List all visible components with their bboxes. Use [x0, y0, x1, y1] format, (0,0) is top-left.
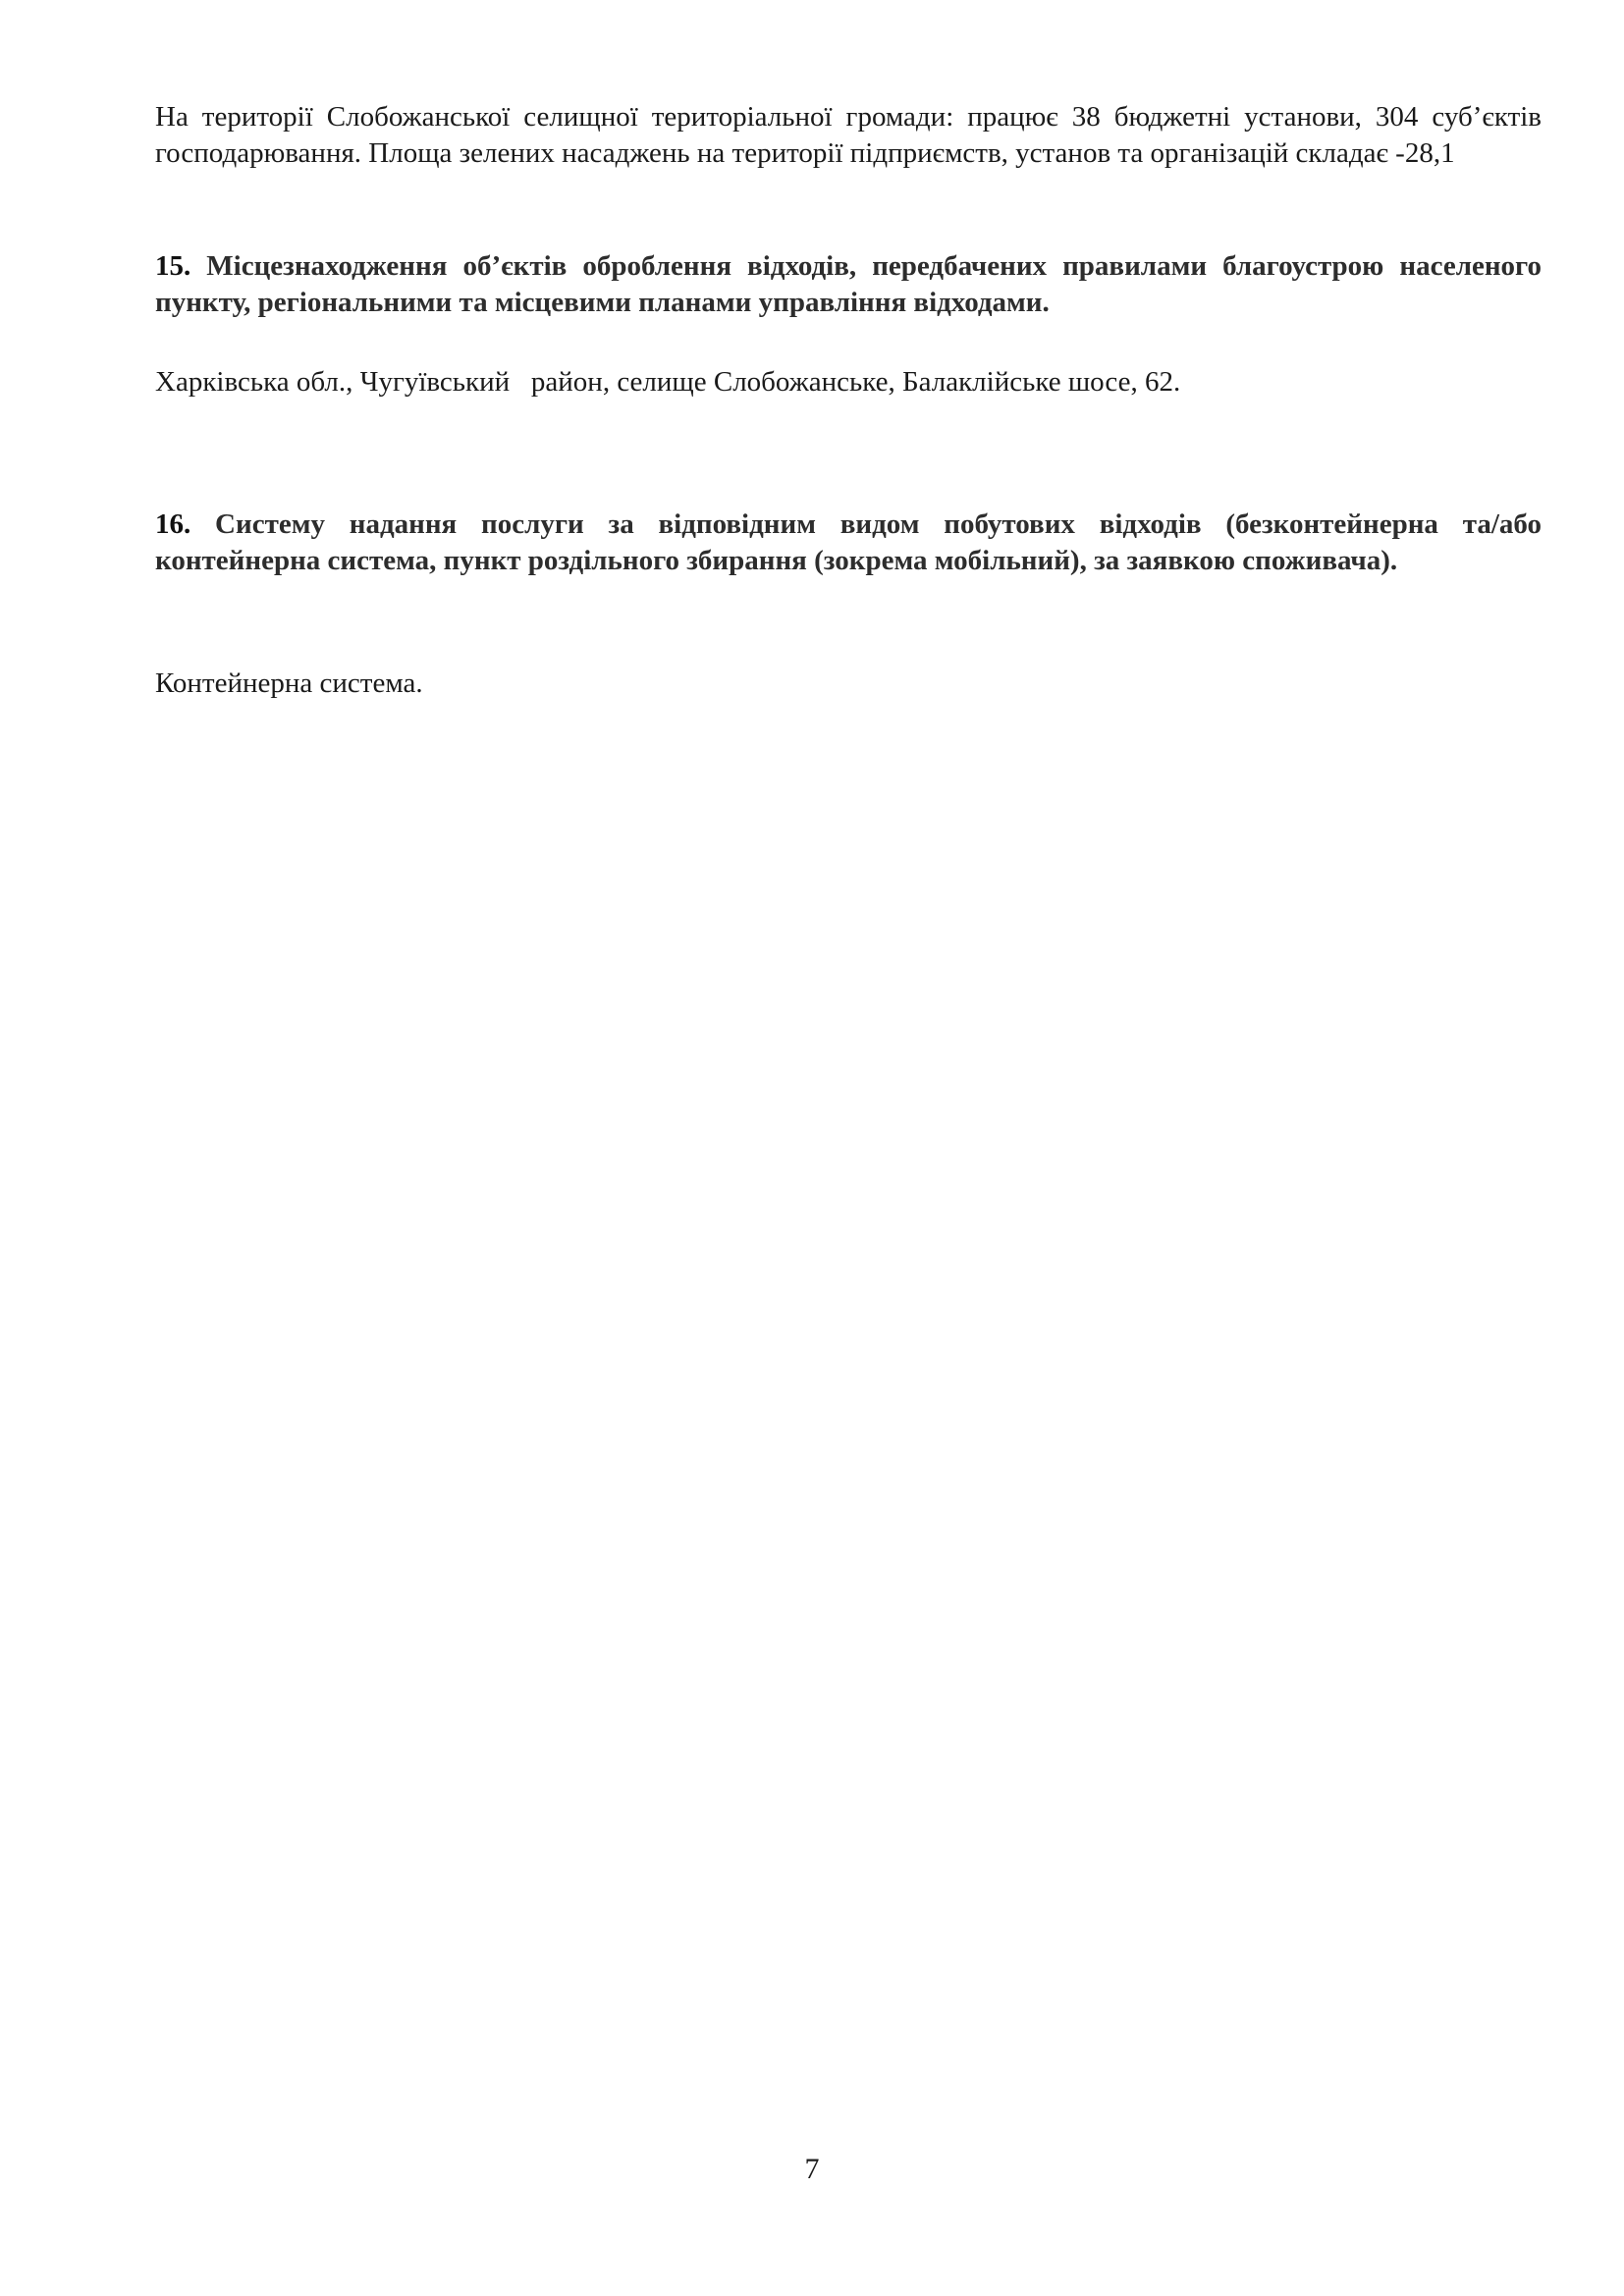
section-15-heading — [155, 248, 1542, 321]
section-16-title: Систему надання послуги за відповідним видом побутових відходів (безконтейнерна та/або контейнерна система, пункт роздільного збирання (зокрема мобільний), за заявкою споживача). — [155, 508, 1542, 576]
section-16-answer: Контейнерна система. — [155, 667, 423, 699]
intro-paragraph: На території Слобожанської селищної територіальної громади: працює 38 бюджетні установи, 304 суб’єктів господарювання. Площа зелених насаджень на території підприємств, установ та організацій складає -28,1 — [155, 101, 1542, 169]
page-number: 7 — [804, 2153, 820, 2185]
section-16-heading — [155, 507, 1542, 579]
section-16-number: 16. — [155, 508, 191, 540]
section-15-title: Місцезнаходження об’єктів оброблення відходів, передбачених правилами благоустрою населеного пункту, регіональними та місцевими планами управління відходами. — [155, 250, 1542, 318]
section-15-number: 15. — [155, 250, 191, 282]
section-15-address: Харківська обл., Чугуївський район, селище Слобожанське, Балаклійське шосе, 62. — [155, 366, 1181, 398]
